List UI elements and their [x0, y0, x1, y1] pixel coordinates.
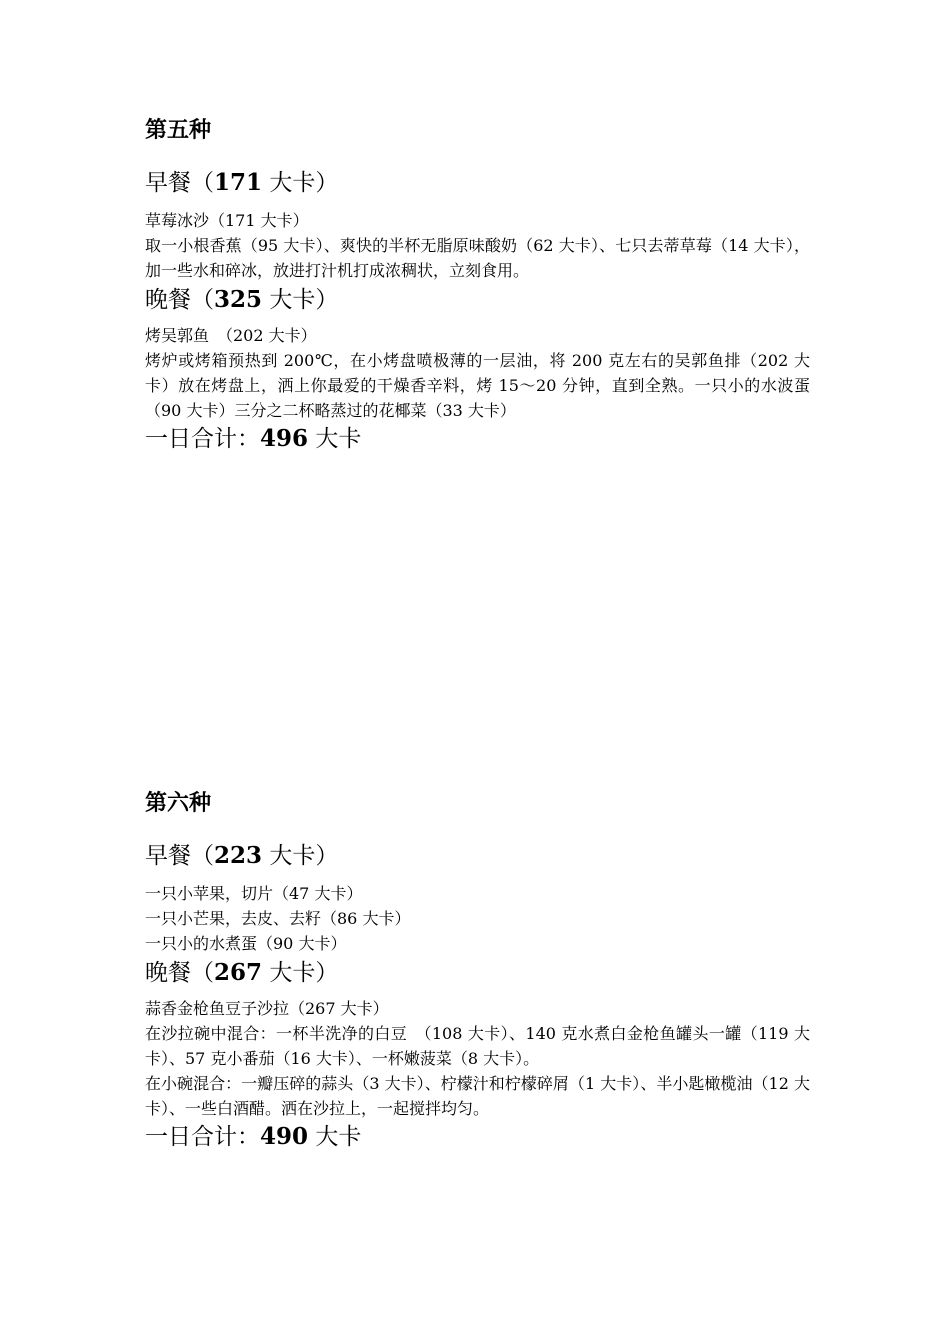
total-unit: 大卡	[308, 426, 362, 452]
list-item: 一只小苹果，切片（47 大卡）	[145, 884, 363, 903]
dinner-label: 晚餐（	[145, 287, 214, 313]
breakfast-label: 早餐（	[145, 170, 214, 196]
total-label: 一日合计：	[145, 426, 260, 452]
total-kcal: 490	[260, 1123, 309, 1150]
dinner-unit: 大卡）	[262, 960, 339, 986]
plan-six-dinner-heading	[145, 958, 810, 988]
list-item: 一只小的水煮蛋（90 大卡）	[145, 934, 347, 953]
list-item: 一只小芒果，去皮、去籽（86 大卡）	[145, 909, 411, 928]
breakfast-kcal: 171	[214, 169, 263, 196]
plan-six-breakfast-heading	[145, 841, 810, 871]
breakfast-kcal: 223	[214, 842, 263, 869]
dinner-kcal: 325	[214, 286, 263, 313]
plan-six-dinner-desc-2: 在小碗混合：一瓣压碎的蒜头（3 大卡）、柠檬汁和柠檬碎屑（1 大卡）、半小匙橄榄油（12 大卡）、一些白酒醋。洒在沙拉上，一起搅拌均匀。	[145, 1074, 810, 1118]
total-label: 一日合计：	[145, 1124, 260, 1150]
plan-six-dinner-desc-1: 在沙拉碗中混合：一杯半洗净的白豆 （108 大卡）、140 克水煮白金枪鱼罐头一罐（119 大卡）、57 克小番茄（16 大卡）、一杯嫩菠菜（8 大卡）。	[145, 1024, 810, 1068]
dinner-label: 晚餐（	[145, 960, 214, 986]
dinner-unit: 大卡）	[262, 287, 339, 313]
plan-five-dinner-desc: 烤炉或烤箱预热到 200℃，在小烤盘喷极薄的一层油，将 200 克左右的吴郭鱼排（202 大卡）放在烤盘上，洒上你最爱的干燥香辛料，烤 15～20 分钟，直到全熟。一只小的水波蛋（90 大卡）三分之二杯略蒸过的花椰菜（33 大卡）	[145, 351, 810, 420]
breakfast-label: 早餐（	[145, 843, 214, 869]
total-kcal: 496	[260, 425, 309, 452]
plan-five-breakfast-desc: 取一小根香蕉（95 大卡）、爽快的半杯无脂原味酸奶（62 大卡）、七只去蒂草莓（14 大卡），加一些水和碎冰，放进打汁机打成浓稠状，立刻食用。	[145, 236, 810, 280]
total-unit: 大卡	[308, 1124, 362, 1150]
plan-six-section	[145, 790, 810, 1152]
plan-five-title: 第五种	[145, 118, 212, 143]
dinner-kcal: 267	[214, 959, 263, 986]
plan-six-daily-total	[145, 1122, 810, 1152]
breakfast-unit: 大卡）	[262, 170, 339, 196]
plan-six-breakfast-list	[145, 881, 810, 956]
plan-five-section	[145, 117, 810, 454]
plan-five-dinner-dish: 烤吴郭鱼 （202 大卡）	[145, 326, 317, 345]
plan-five-breakfast-heading	[145, 168, 810, 198]
plan-five-dinner-heading	[145, 285, 810, 315]
plan-six-dinner-dish: 蒜香金枪鱼豆子沙拉（267 大卡）	[145, 999, 389, 1018]
plan-five-daily-total	[145, 424, 810, 454]
breakfast-unit: 大卡）	[262, 843, 339, 869]
plan-six-title: 第六种	[145, 791, 212, 816]
plan-five-breakfast-dish: 草莓冰沙（171 大卡）	[145, 211, 309, 230]
